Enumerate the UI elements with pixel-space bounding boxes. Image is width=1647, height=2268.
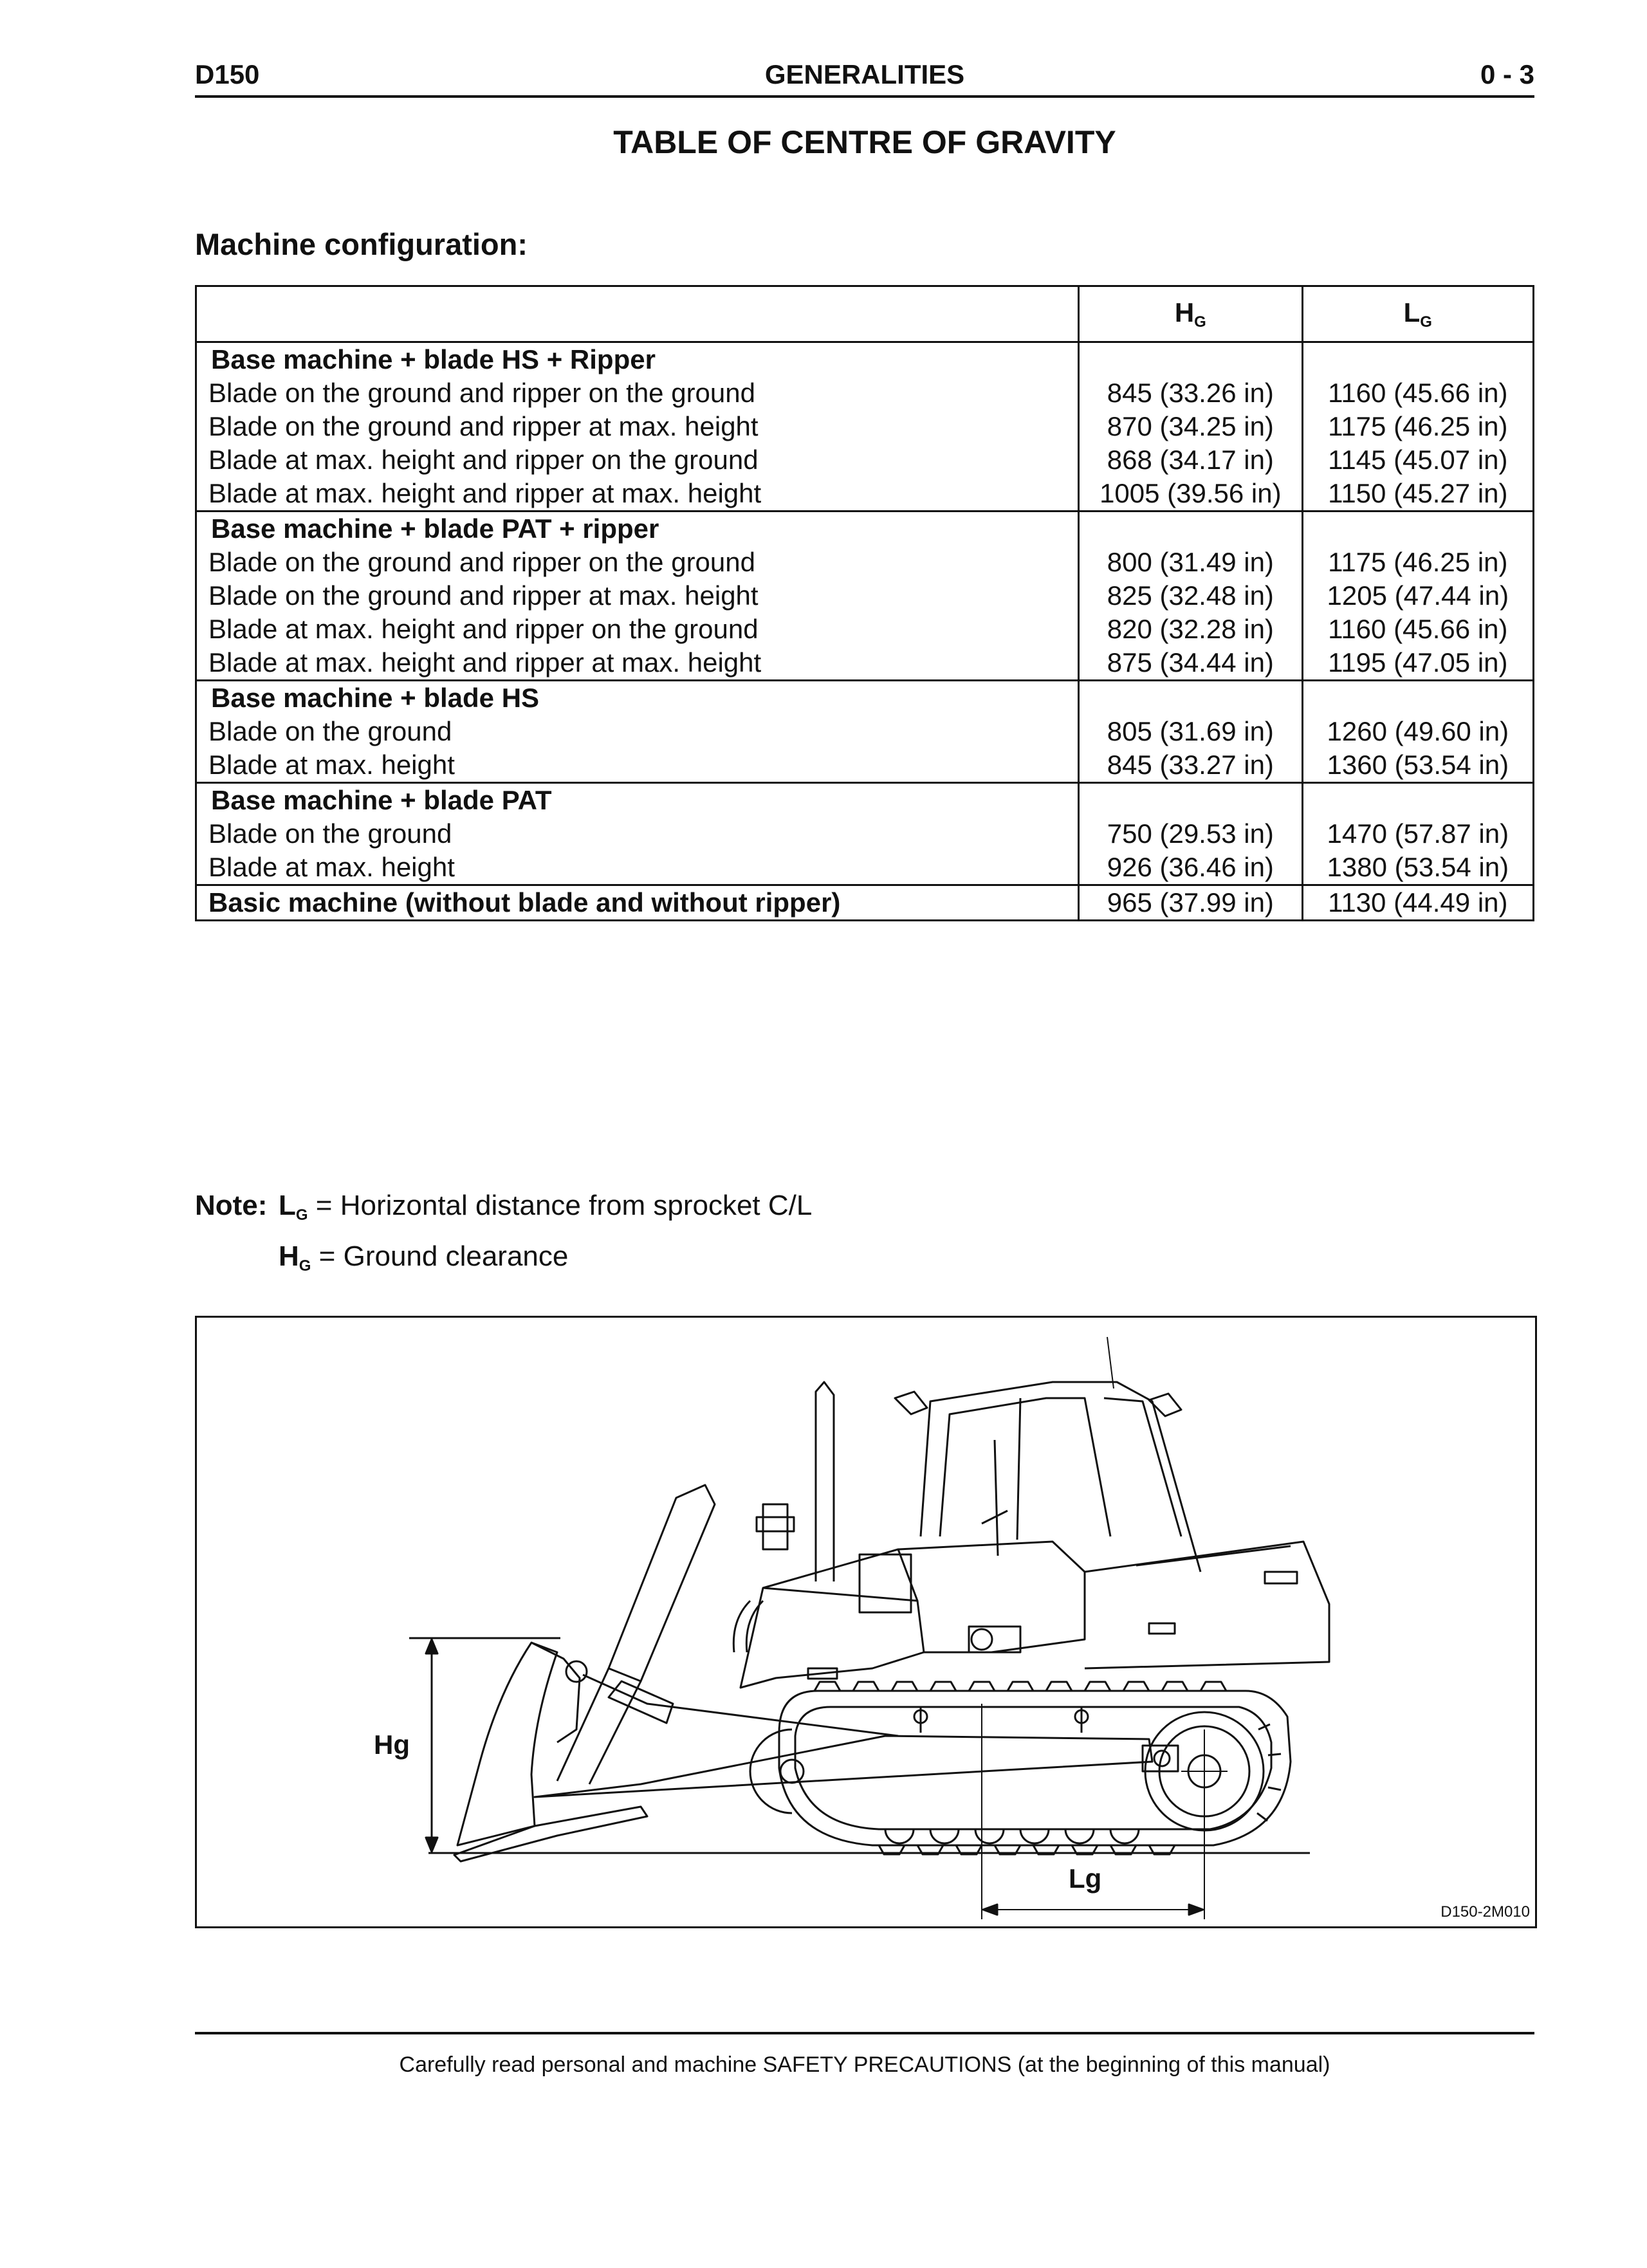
lg-value: 1175 (46.25 in) xyxy=(1328,547,1508,577)
row-label: Blade on the ground xyxy=(208,716,452,746)
table-group xyxy=(196,342,1534,512)
lift-cylinder xyxy=(609,1485,715,1681)
note-lg-text: = Horizontal distance from sprocket C/L xyxy=(308,1190,813,1221)
rear-light xyxy=(1265,1572,1297,1583)
footer-rule xyxy=(195,2032,1534,2034)
header-hg: $H_G$ xyxy=(1079,286,1303,342)
bulldozer-figure xyxy=(195,1316,1537,1928)
cab-rear-window xyxy=(1104,1398,1181,1536)
note-label: Note: xyxy=(195,1190,268,1221)
row-label: Blade at max. height and ripper on the ground xyxy=(208,445,759,475)
track-shoes-top xyxy=(814,1682,1226,1691)
hg-arrow-up xyxy=(426,1639,437,1654)
lg-value: 1160 (45.66 in) xyxy=(1328,614,1508,644)
group-title: Base machine + blade HS + Ripper xyxy=(211,344,656,374)
group-labels xyxy=(196,342,1079,512)
basic-label-cell xyxy=(196,885,1079,921)
table-header-row xyxy=(196,286,1534,342)
basic-label: Basic machine (without blade and without ripper) xyxy=(208,887,841,917)
engine-hood xyxy=(741,1542,1085,1688)
note xyxy=(195,1185,812,1287)
lg-value: 1380 (53.54 in) xyxy=(1327,852,1509,882)
rear-body xyxy=(1085,1542,1329,1668)
hg-value: 845 (33.27 in) xyxy=(1107,750,1274,780)
hg-value: 800 (31.49 in) xyxy=(1107,547,1274,577)
track-rollers xyxy=(885,1829,1139,1843)
model-code: D150 xyxy=(195,59,260,89)
cog-marker xyxy=(971,1629,992,1650)
hg-value: 926 (36.46 in) xyxy=(1107,852,1274,882)
hood-line xyxy=(763,1588,924,1652)
precleaner xyxy=(763,1504,787,1549)
table-group xyxy=(196,783,1534,885)
cab-door-line xyxy=(1017,1398,1020,1540)
page-title: TABLE OF CENTRE OF GRAVITY xyxy=(613,124,1116,160)
dozer-blade xyxy=(457,1643,557,1845)
lg-value: 1360 (53.54 in) xyxy=(1327,750,1509,780)
row-label: Blade at max. height xyxy=(208,750,455,780)
exhaust-stack xyxy=(816,1382,834,1581)
lg-arrow-right xyxy=(1189,1904,1203,1915)
cab-light-right xyxy=(1149,1394,1181,1416)
hg-value: 845 (33.26 in) xyxy=(1107,378,1274,408)
page-header xyxy=(195,57,1534,98)
note-hg-text: = Ground clearance xyxy=(311,1240,569,1272)
header-blank xyxy=(196,286,1079,342)
row-label: Blade at max. height and ripper at max. height xyxy=(208,478,762,508)
group-labels xyxy=(196,681,1079,783)
group-lg-values xyxy=(1302,783,1533,885)
lg-value: 1470 (57.87 in) xyxy=(1327,818,1509,849)
note-line-lg: Note: $L_G$ = Horizontal distance from sprocket C/L xyxy=(195,1185,812,1236)
config-heading: Machine configuration: xyxy=(195,227,528,261)
group-title: Base machine + blade HS xyxy=(211,683,540,713)
lg-label: Lg xyxy=(1069,1863,1102,1894)
hg-value: 825 (32.48 in) xyxy=(1107,580,1274,611)
cab-light-left xyxy=(895,1392,927,1414)
group-lg-values xyxy=(1302,512,1533,681)
hg-value: 820 (32.28 in) xyxy=(1107,614,1274,644)
lift-cylinder-rod xyxy=(557,1668,641,1784)
lg-value: 1175 (46.25 in) xyxy=(1328,411,1508,441)
group-labels xyxy=(196,783,1079,885)
hg-value: 868 (34.17 in) xyxy=(1107,445,1274,475)
row-label: Blade on the ground and ripper at max. height xyxy=(208,580,759,611)
hg-arrow-down xyxy=(426,1838,437,1852)
group-hg-values xyxy=(1079,783,1303,885)
lg-arrow-left xyxy=(983,1904,997,1915)
hood-edge xyxy=(898,1549,917,1601)
hg-value: 1005 (39.56 in) xyxy=(1100,478,1282,508)
bulldozer-drawing xyxy=(197,1318,1535,1926)
section-title: GENERALITIES xyxy=(764,59,965,89)
footer-note: Carefully read personal and machine SAFETY PRECAUTIONS (at the beginning of this manual) xyxy=(399,2052,1330,2077)
row-label: Blade on the ground and ripper on the ground xyxy=(208,547,755,577)
note-line-hg: $H_G$ = Ground clearance xyxy=(279,1240,569,1275)
hg-value: 875 (34.44 in) xyxy=(1107,647,1274,678)
group-labels xyxy=(196,512,1079,681)
hg-value: 805 (31.69 in) xyxy=(1107,716,1274,746)
control-lever xyxy=(982,1440,1008,1556)
table-group xyxy=(196,681,1534,783)
lg-value: 1260 (49.60 in) xyxy=(1327,716,1509,746)
lg-value: 1205 (47.44 in) xyxy=(1327,580,1509,611)
lg-value: 1130 (44.49 in) xyxy=(1328,887,1508,917)
row-label: Blade on the ground xyxy=(208,818,452,849)
blade-pivot xyxy=(566,1661,587,1682)
group-lg-values xyxy=(1302,342,1533,512)
table-row-basic xyxy=(196,885,1534,921)
hg-value: 750 (29.53 in) xyxy=(1107,818,1274,849)
group-hg-values xyxy=(1079,512,1303,681)
row-label: Blade at max. height and ripper at max. height xyxy=(208,647,762,678)
group-hg-values xyxy=(1079,681,1303,783)
group-title: Base machine + blade PAT xyxy=(211,785,552,815)
rear-body-line xyxy=(1136,1546,1291,1565)
hg-value: 870 (34.25 in) xyxy=(1107,411,1274,441)
page-number: 0 - 3 xyxy=(1480,59,1534,89)
cab-window xyxy=(940,1398,1110,1536)
antenna xyxy=(1107,1337,1114,1388)
lg-value: 1195 (47.05 in) xyxy=(1328,647,1508,678)
lg-value: 1145 (45.07 in) xyxy=(1328,445,1508,475)
table-group xyxy=(196,512,1534,681)
row-label: Blade at max. height and ripper on the ground xyxy=(208,614,759,644)
lg-value: 1160 (45.66 in) xyxy=(1328,378,1508,408)
idler-hub xyxy=(780,1760,804,1783)
body-badge xyxy=(1149,1623,1175,1634)
basic-hg-cell xyxy=(1079,885,1303,921)
push-arm xyxy=(535,1736,1152,1797)
cog-table xyxy=(195,285,1534,921)
row-label: Blade at max. height xyxy=(208,852,455,882)
row-label: Blade on the ground and ripper at max. height xyxy=(208,411,759,441)
group-hg-values xyxy=(1079,342,1303,512)
row-label: Blade on the ground and ripper on the ground xyxy=(208,378,755,408)
hg-label: Hg xyxy=(374,1729,410,1760)
group-lg-values xyxy=(1302,681,1533,783)
idler-wheel xyxy=(750,1729,792,1813)
header-lg: $L_G$ xyxy=(1302,286,1533,342)
figure-code: D150-2M010 xyxy=(1440,1903,1530,1921)
basic-lg-cell xyxy=(1302,885,1533,921)
lg-value: 1150 (45.27 in) xyxy=(1328,478,1508,508)
tilt-cylinder xyxy=(609,1681,673,1723)
hg-value: 965 (37.99 in) xyxy=(1107,887,1274,917)
group-title: Base machine + blade PAT + ripper xyxy=(211,513,659,544)
